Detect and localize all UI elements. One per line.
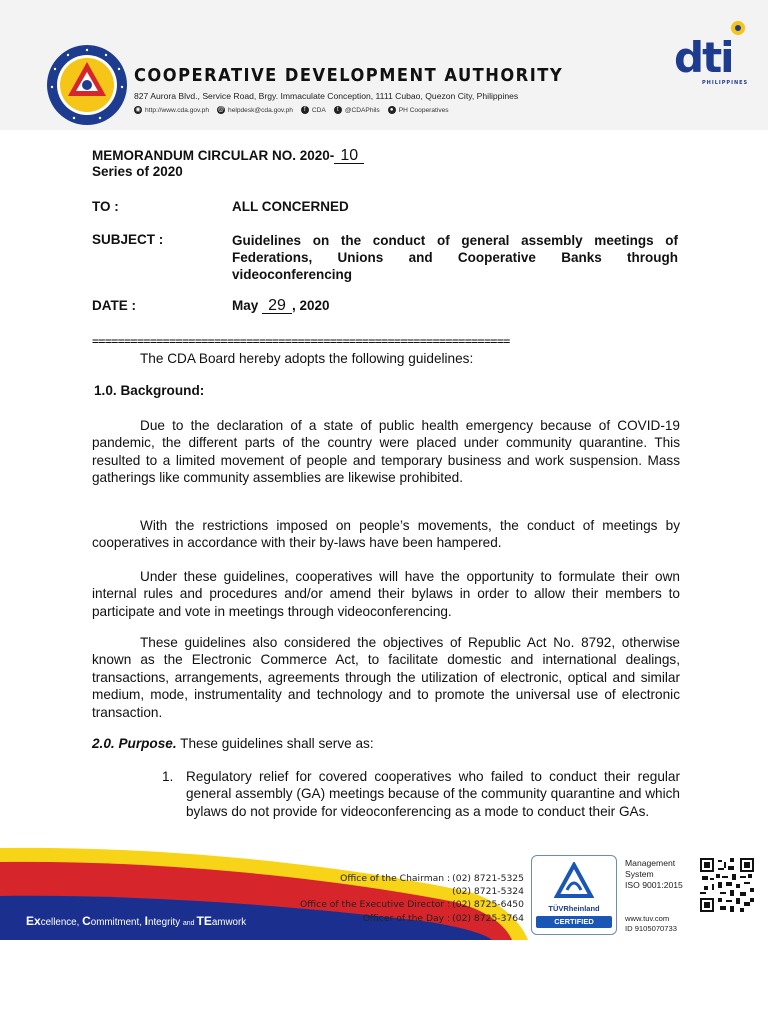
section-purpose bbox=[92, 736, 374, 751]
organization-address: 827 Aurora Blvd., Service Road, Brgy. Immaculate Conception, 1111 Cubao, Quezon City, Philippines bbox=[134, 91, 519, 101]
group-link[interactable] bbox=[388, 106, 449, 114]
background-paragraph-4: These guidelines also considered the objectives of Republic Act No. 8792, otherwise known as the Electronic Commerce Act, to facilitate domestic and international dealings, transactions, arrangements, agreements through the utilization of electronic, optical and similar medium, mode, instrumentality and technology and to promote the universal use of electronic transaction. bbox=[92, 635, 680, 720]
twitter-icon: t bbox=[334, 106, 342, 114]
email-icon: @ bbox=[217, 107, 225, 113]
motto-part-5: amwork bbox=[211, 917, 247, 928]
svg-text:dti: dti bbox=[674, 33, 733, 82]
memo-number bbox=[92, 148, 364, 164]
office-row bbox=[262, 898, 524, 911]
tuv-triangle-icon bbox=[554, 862, 594, 902]
motto-part-1: cellence, bbox=[40, 917, 83, 928]
management-system-text bbox=[625, 858, 683, 891]
background-paragraph-2: With the restrictions imposed on people’s movements, the conduct of meetings by cooperatives in accordance with their by-laws have been hampered. bbox=[92, 518, 680, 551]
motto-part-3: ntegrity bbox=[148, 917, 183, 928]
motto-part-2: ommitment, bbox=[90, 917, 145, 928]
office-name: Officer of the Day : bbox=[362, 912, 451, 924]
globe-icon: ◉ bbox=[135, 107, 141, 113]
tuv-certified-label: CERTIFIED bbox=[536, 916, 612, 928]
facebook-icon: f bbox=[301, 106, 309, 114]
tuv-url-block bbox=[625, 914, 677, 933]
dti-logo-icon bbox=[672, 18, 750, 90]
office-name: Office of the Chairman : bbox=[340, 873, 451, 884]
svg-text:PHILIPPINES: PHILIPPINES bbox=[702, 80, 749, 86]
subject-label: SUBJECT : bbox=[92, 232, 164, 247]
date-day: 29 bbox=[262, 299, 292, 314]
section-purpose-title: 2.0. Purpose. bbox=[92, 736, 177, 751]
date-value bbox=[232, 298, 330, 314]
office-row bbox=[262, 872, 524, 885]
date-month: May bbox=[232, 298, 259, 313]
twitter-link[interactable] bbox=[334, 106, 380, 114]
group-icon: ● bbox=[388, 106, 396, 114]
date-year: , 2020 bbox=[292, 298, 330, 313]
office-row bbox=[262, 885, 524, 898]
section-background-title: 1.0. Background: bbox=[94, 383, 205, 398]
list-item-number: 1. bbox=[162, 769, 174, 784]
section-purpose-text: These guidelines shall serve as: bbox=[176, 736, 374, 751]
office-phone: (02) 8725-3764 bbox=[452, 912, 524, 924]
website-link[interactable] bbox=[134, 106, 209, 114]
mgmt-line-3: ISO 9001:2015 bbox=[625, 880, 683, 890]
mgmt-line-1: Management bbox=[625, 858, 676, 868]
group-text: PH Cooperatives bbox=[398, 106, 449, 114]
qr-code-icon bbox=[700, 858, 754, 912]
office-phone: (02) 8721-5325 bbox=[452, 873, 524, 884]
tuv-url: www.tuv.com bbox=[625, 914, 670, 923]
motto-part-1-bold: Ex bbox=[26, 914, 41, 928]
cda-seal-icon bbox=[46, 44, 128, 126]
letterhead bbox=[0, 0, 768, 130]
motto-part-3-bold: I bbox=[144, 914, 148, 928]
motto-part-5-bold: TE bbox=[196, 914, 212, 928]
subject-value: Guidelines on the conduct of general assembly meetings of Federations, Unions and Cooperative Banks through videoconferencing bbox=[232, 233, 678, 282]
to-value: ALL CONCERNED bbox=[232, 199, 349, 214]
organization-name: COOPERATIVE DEVELOPMENT AUTHORITY bbox=[134, 66, 564, 86]
motto-part-4: and bbox=[182, 920, 197, 927]
memo-series: Series of 2020 bbox=[92, 164, 183, 179]
office-row bbox=[262, 912, 524, 925]
separator-line: ================================================================= bbox=[92, 334, 510, 348]
background-paragraph-3: Under these guidelines, cooperatives will have the opportunity to formulate their own internal rules and procedures and/or amend their bylaws in order to allow their members to participate and vote in meetings through videoconferencing. bbox=[92, 569, 680, 619]
office-name: Office of the Executive Director : bbox=[300, 899, 451, 911]
intro-text: The CDA Board hereby adopts the following guidelines: bbox=[140, 351, 474, 366]
email-link[interactable] bbox=[217, 106, 293, 114]
facebook-link[interactable] bbox=[301, 106, 326, 114]
twitter-text: @CDAPhils bbox=[344, 106, 380, 114]
tuv-name: TÜVRheinland bbox=[548, 904, 600, 913]
to-label: TO : bbox=[92, 199, 119, 214]
memo-number-value: 10 bbox=[334, 149, 364, 164]
memo-number-label: MEMORANDUM CIRCULAR NO. 2020- bbox=[92, 148, 335, 163]
office-phone-list bbox=[262, 872, 524, 925]
tuv-id: ID 9105070733 bbox=[625, 923, 677, 933]
office-phone: (02) 8725-6450 bbox=[452, 899, 524, 911]
website-text: http://www.cda.gov.ph bbox=[145, 106, 210, 114]
footer-motto bbox=[26, 914, 246, 928]
email-text: helpdesk@cda.gov.ph bbox=[228, 106, 293, 114]
list-item-text: Regulatory relief for covered cooperatives who failed to conduct their regular general assembly (GA) meetings because of the community quarantine and which bylaws do not provide for videoconferencing as a mode to conduct their GAs. bbox=[186, 769, 680, 819]
motto-part-2-bold: C bbox=[82, 914, 91, 928]
facebook-text: CDA bbox=[311, 106, 326, 114]
tuv-certification-badge bbox=[531, 855, 617, 935]
contact-links bbox=[134, 106, 449, 114]
mgmt-line-2: System bbox=[625, 869, 654, 879]
office-phone: (02) 8721-5324 bbox=[452, 886, 524, 898]
date-label: DATE : bbox=[92, 298, 136, 313]
background-paragraph-1: Due to the declaration of a state of public health emergency because of COVID-19 pandemic, the different parts of the country were placed under community quarantine. This resulted to a limited movement of people and temporary business and work suspension. Mass gatherings like community assemblies are likewise prohibited. bbox=[92, 418, 680, 486]
